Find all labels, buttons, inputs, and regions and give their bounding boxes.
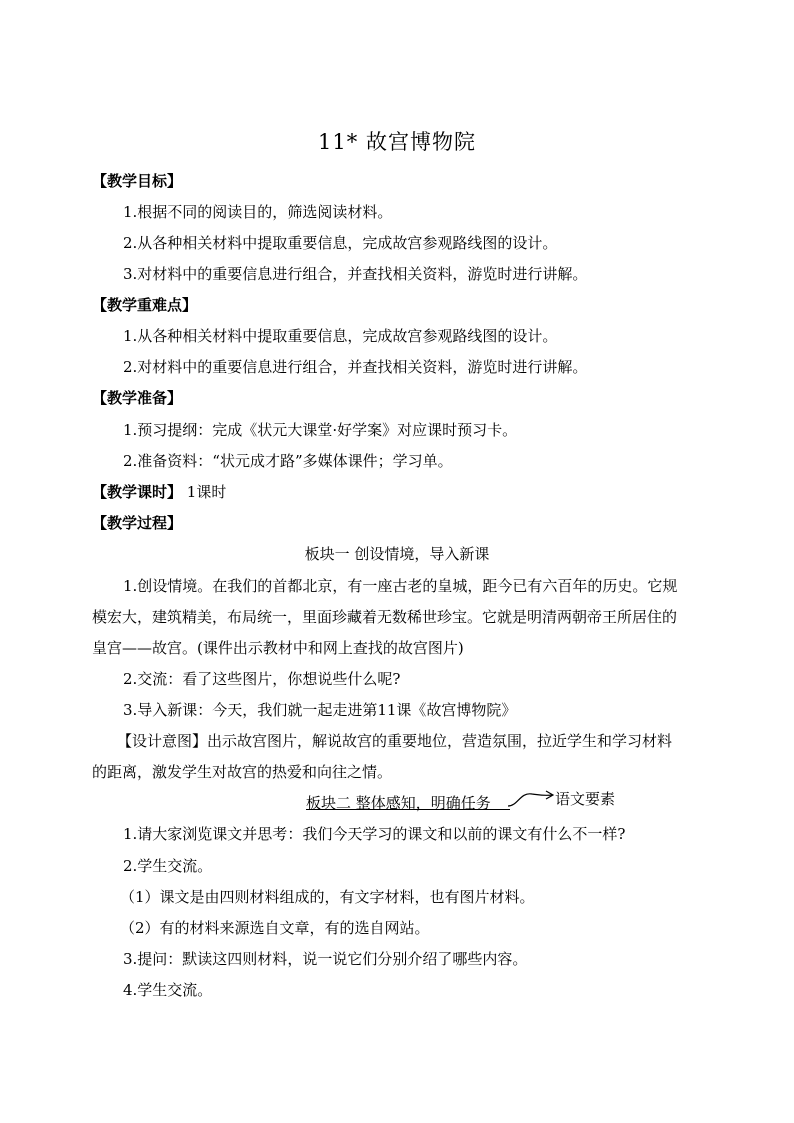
- goal-item-3: 3.对材料中的重要信息进行组合，并查找相关资料，游览时进行讲解。: [123, 265, 588, 283]
- block2-title: 板块二 整体感知，明确任务: [306, 794, 491, 812]
- block2-title-underline: [306, 809, 510, 810]
- block1-item-3: 3.导入新课：今天，我们就一起走进第11课《故宫博物院》: [123, 701, 517, 719]
- keypoint-item-1: 1.从各种相关材料中提取重要信息，完成故宫参观路线图的设计。: [123, 327, 558, 345]
- hours-value: 1课时: [182, 483, 227, 501]
- block2-sub-1: （1）课文是由四则材料组成的，有文字材料，也有图片材料。: [120, 888, 535, 906]
- block2-item-3: 3.提问：默读这四则材料，说一说它们分别介绍了哪些内容。: [123, 950, 528, 968]
- heading-keypoints: 【教学重难点】: [92, 296, 198, 314]
- block1-para1-line2: 模宏大，建筑精美，布局统一，里面珍藏着无数稀世珍宝。它就是明清两朝帝王所居住的: [92, 608, 678, 626]
- heading-goals: 【教学目标】: [92, 172, 183, 190]
- heading-prep: 【教学准备】: [92, 389, 183, 407]
- block2-sub-2: （2）有的材料来源选自文章，有的选自网站。: [120, 919, 430, 937]
- annotation-arrow-icon: [506, 780, 556, 810]
- block1-para1-line1: 1.创设情境。在我们的首都北京，有一座古老的皇城，距今已有六百年的历史。它规: [123, 577, 678, 595]
- heading-hours-label: 【教学课时】: [92, 483, 183, 501]
- block2-item-4: 4.学生交流。: [123, 981, 213, 999]
- goal-item-1: 1.根据不同的阅读目的，筛选阅读材料。: [123, 203, 393, 221]
- heading-hours: [92, 482, 226, 502]
- block2-item-1: 1.请大家浏览课文并思考：我们今天学习的课文和以前的课文有什么不一样?: [123, 825, 626, 843]
- block1-para1-line3: 皇宫——故宫。(课件出示教材中和网上查找的故宫图片): [92, 639, 464, 657]
- design-intent-line2: 的距离，激发学生对故宫的热爱和向往之情。: [92, 763, 393, 781]
- block1-item-2: 2.交流：看了这些图片，你想说些什么呢?: [123, 670, 401, 688]
- goal-item-2: 2.从各种相关材料中提取重要信息，完成故宫参观路线图的设计。: [123, 234, 558, 252]
- keypoint-item-2: 2.对材料中的重要信息进行组合，并查找相关资料，游览时进行讲解。: [123, 358, 588, 376]
- annotation-note: 语文要素: [555, 790, 616, 808]
- page-title: 11* 故宫博物院: [318, 130, 476, 154]
- block2-item-2: 2.学生交流。: [123, 857, 213, 875]
- prep-item-2: 2.准备资料：“状元成才路”多媒体课件；学习单。: [123, 452, 453, 470]
- prep-item-1: 1.预习提纲：完成《状元大课堂·好学案》对应课时预习卡。: [123, 421, 518, 439]
- block1-title: 板块一 创设情境，导入新课: [304, 545, 490, 563]
- heading-process: 【教学过程】: [92, 514, 183, 532]
- design-intent-line1: 【设计意图】出示故宫图片，解说故宫的重要地位，营造氛围，拉近学生和学习材料: [117, 732, 673, 750]
